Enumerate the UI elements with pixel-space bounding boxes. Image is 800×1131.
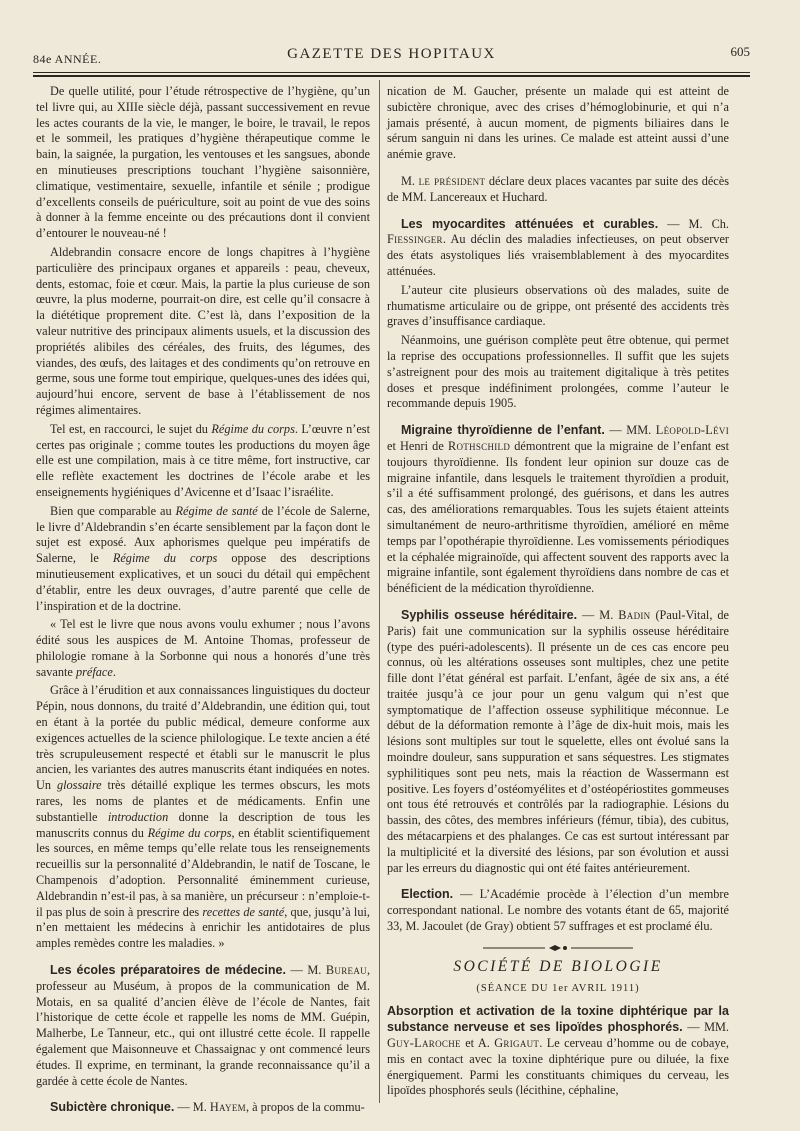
author-name: Léopold-Lévi bbox=[655, 423, 729, 438]
right-column bbox=[387, 84, 729, 1102]
author-name: Bureau bbox=[325, 963, 367, 978]
section-heading: Election. bbox=[401, 887, 454, 902]
section-heading: Les myocardites atténuées et curables. bbox=[401, 216, 659, 231]
paragraph: nication de M. Gaucher, présente un malade qui est atteint de subictère chronique, avec des crises d’hémoglobinurie, et qui n’a jamais présenté, à aucun moment, de pigments biliaires dans le sérum sanguin ni dans les urines. Ce malade est atteint aussi d’une anémie grave. bbox=[387, 84, 729, 162]
article-subictere: Subictère chronique. — M. Hayem, à propos de la commu- bbox=[50, 1100, 365, 1115]
page-header bbox=[33, 40, 750, 68]
page-number: 605 bbox=[730, 44, 750, 59]
left-column bbox=[36, 84, 370, 1119]
article-absorption: Absorption et activation de la toxine diphtérique par la substance nerveuse et ses lipoïdes phosphorés. — MM. Guy-Laroche et A. Grigaut. Le cerveau d’homme ou de cobaye, mis en contact avec la toxine diphtérique pure ou diluée, la fixe énergiquement. Parmi les constituants chimiques du cerveau, les lipoïdes phosphorés seuls (lécithine, céphaline, bbox=[387, 1004, 730, 1098]
author-name: Fiessinger bbox=[387, 232, 443, 247]
paragraph: « Tel est le livre que nous avons voulu exhumer ; nous l’avons édité sous les auspices de M. Antoine Thomas, professeur de philologie romane à la Sorbonne qui nous a honorés d’une très savante préface. bbox=[36, 617, 370, 679]
paragraph: Néanmoins, une guérison complète peut être obtenue, qui permet la reprise des occupations professionnelles. Il suffit que les sujets s’astreignent pour des mois au traitement digitalique à très petites doses et presque indéfiniment prolongées, comme l’auteur le recommande depuis 1905. bbox=[387, 333, 729, 411]
section-heading: Syphilis osseuse héréditaire. bbox=[401, 607, 578, 622]
paragraph: Tel est, en raccourci, le sujet du Régime du corps. L’œuvre n’est certes pas originale ; comme toutes les productions du moyen âge elle est une compilation, mais à ce titre même, fort instructive, car elle reflète exactement les doctrines de l’école arabe et les enseignements hygiéniques d’Avicenne et d’Isaac l’israélite. bbox=[36, 421, 370, 499]
edition-label: 84e ANNÉE. bbox=[33, 52, 102, 66]
section-heading: Subictère chronique. bbox=[50, 1100, 175, 1115]
section-heading: Migraine thyroïdienne de l’enfant. bbox=[401, 423, 605, 438]
book-title: Régime du corps bbox=[112, 551, 218, 566]
paragraph: L’auteur cite plusieurs observations où des malades, suite de rhumatisme articulaire ou de grippe, ont présenté des accidents très graves d’insuffisance cardiaque. bbox=[387, 282, 729, 329]
header-rule-thin bbox=[33, 72, 750, 73]
session-date: (SÉANCE DU 1er AVRIL 1911) bbox=[476, 982, 640, 994]
author-name: Hayem bbox=[209, 1100, 246, 1115]
author-name: Badin bbox=[618, 607, 651, 622]
article-migraine: Migraine thyroïdienne de l’enfant. — MM. Léopold-Lévi et Henri de Rothschild démontrent que la migraine de l’enfant est toujours thyroïdienne. Ils fondent leur opinion sur douze cas de migraine infantile, dans lesquels le traitement thyroïdien a produit, s’il a été suffisamment prolongé, des guérisons, et dans les autres cas, des améliorations remarquables. Tous les sujets étaient atteints simultanément de neuro-arthritisme thyroïdien, amélioré en même temps par l’opothérapie thyroïdienne. Les vomissements périodiques et la céphalée migrainoïde, qui affectent souvent des rapports avec la migraine infantile, sont également thyroïdiens dans nombre de cas et bénéficient de la médication thyroïdienne. bbox=[387, 423, 730, 596]
article-syphilis: Syphilis osseuse héréditaire. — M. Badin (Paul-Vital, de Paris) fait une communication sur la syphilis osseuse héréditaire (type des puéri-adolescents). Il présente un de ces cas encore peu connus, où les altérations osseuses sont multiples, chez une petite fille dont l’état général est parfait. L’enfant, âgée de six ans, a été traitée jusqu’à ce jour pour un genu valgum qui n’est que symptomatique de l’affection osseuse syphilitique méconnue. Le début de la déformation remonte à l’âge de dix-huit mois, mais les lésions sont multiples sur tout le squelette, elles ont évolué sans la moindre douleur, sans suppuration et sans séquestres. Les stigmates syphilitiques sont peu nets, mais la réaction de Wassermann est positive. Les foyers d’ostéomyélites et d’ostéopériostites gommeuses ont tous été retrouvés et contrôlés par la radiographie. Lésions du bassin, des côtes, des membres inférieurs (fémur, tibia), des cubitus, des métacarpiens et des phalanges. Ce cas est surtout intéressant par la multiplicité et la diversité des lésions, par son évolution et aussi par les erreurs du diagnostic qui ont été faites antérieurement. bbox=[387, 607, 729, 875]
article-election: Election. — L’Académie procède à l’élection d’un membre correspondant national. Le nombre des votants étant de 65, majorité 33, M. Jacoulet (de Gray) obtient 57 suffrages et est proclamé élu. bbox=[387, 887, 729, 934]
book-title: Régime du corps bbox=[211, 421, 295, 436]
journal-title: GAZETTE DES HOPITAUX bbox=[287, 46, 496, 62]
book-title: Régime de santé bbox=[175, 503, 258, 518]
section-heading: Absorption et activation de la toxine diphtérique par la substance nerveuse et ses lipoïdes phosphorés. bbox=[387, 1004, 729, 1035]
paragraph: Aldebrandin consacre encore de longs chapitres à l’hygiène particulière des principaux organes et appareils : peau, cheveux, dents, estomac, foie et cœur. Mais, la partie la plus curieuse de son œuvre, la plus moderne, pourrait-on dire, est celle qu’il consacre à la diététique proprement dite. C’est là, dans l’exposition de la valeur nutritive des principaux aliments usuels, et la discussion des propriétés alibiles des céréales, des fruits, des légumes, des viandes, des œufs, des laitages et des condiments qu’on retrouve en germe, sous une forme tout empirique, quelques-unes des idées qui, aujourd’hui encore, servent de base à l’établissement de nos régimes alimentaires. bbox=[36, 244, 370, 417]
ornament-divider-icon bbox=[483, 943, 633, 953]
article-myocardites: Les myocardites atténuées et curables. — M. Ch. Fiessinger. Au déclin des maladies infectieuses, on peut observer des états asystoliques liés vraisemblablement à des myocardites atténuées. bbox=[387, 216, 730, 278]
author-name: Grigaut bbox=[494, 1036, 540, 1051]
article-ecoles: Les écoles préparatoires de médecine. — M. Bureau, professeur au Muséum, à propos de la communication de M. Motais, en sa qualité d’ancien élève de l’école de Nantes, fait l’historique de cette école et rappelle les noms de MM. Guépin, Malherbe, Le Tanneur, etc., qui ont illustré cette école. Il rappelle également que Maisonneuve et Chassaignac y ont commencé leurs études. Il exprime, en terminant, la grande reconnaissance qu’il a gardée à cette école de Nantes. bbox=[36, 963, 371, 1088]
author-name: Rothschild bbox=[447, 438, 511, 453]
paragraph: Bien que comparable au Régime de santé de l’école de Salerne, le livre d’Aldebrandin s’en écarte sensiblement par la façon dont le sujet est exposé. Aux aphorismes quelque peu impératifs de Salerne, le Régime du corps oppose des descriptions minutieusement explicatives, et un souci du détail qui empêchent d’établir, entre les deux ouvrages, d’autre parenté que celle de l’inspiration et de la doctrine. bbox=[36, 503, 370, 613]
paragraph: M. le président déclare deux places vacantes par suite des décès de MM. Lancereaux et Huchard. bbox=[387, 173, 730, 204]
header-rule-thick bbox=[33, 75, 750, 77]
column-divider bbox=[379, 80, 380, 1103]
paragraph: Grâce à l’érudition et aux connaissances linguistiques du docteur Pépin, nous donnons, du traité d’Aldebrandin, une édition qui, tout en étant à la portée du public médical, demeure conforme aux exigences actuelles de la science philologique. Le texte ancien a été très scrupuleusement respecté et établi sur le manuscrit le plus ancien, les variantes des autres manuscrits étant indiquées en notes. Un glossaire très détaillé explique les termes obscurs, les mots rares, les noms de plantes et de médicaments. Enfin une substantielle introduction donne la description de tous les manuscrits connus du Régime du corps, en établit scientifiquement les sources, en même temps qu’elle relate tous les renseignements recueillis sur la personnalité d’Aldebrandin, le natif de Toscane, le Champenois d’adoption. Personnalité éminemment curieuse, Aldebrandin n’est-il pas, à sa manière, un précurseur : n’emploie-t-il pas plus de soin à prescrire des recettes de santé, que, jusqu’à lui, n’en mettaient les médecins à enrichir les antidotaires de plus amples remèdes contre les maladies. » bbox=[36, 683, 371, 951]
section-heading: Les écoles préparatoires de médecine. bbox=[50, 963, 286, 978]
society-heading: SOCIÉTÉ DE BIOLOGIE bbox=[453, 957, 663, 975]
author-name: Guy-Laroche bbox=[387, 1036, 461, 1051]
paragraph: De quelle utilité, pour l’étude rétrospective de l’hygiène, qu’un tel livre qui, au XIIIe siècle déjà, passant successivement en revue les actes courants de la vie, le manger, le boire, le travail, le repos et le sommeil, les pratiques d’hygiène thérapeutique comme le bain, la saignée, la purgation, les ventouses et les sangsues, abonde en minutieuses prescriptions touchant l’hygiène saisonnière, climatique, vestimentaire, sexuelle, infantile et sénile ; prodigue d’excellents conseils de puériculture, soit au point de vue des soins à donner à la femme enceinte ou des précautions dont il convient d’entourer le nouveau-né ! bbox=[36, 84, 370, 241]
